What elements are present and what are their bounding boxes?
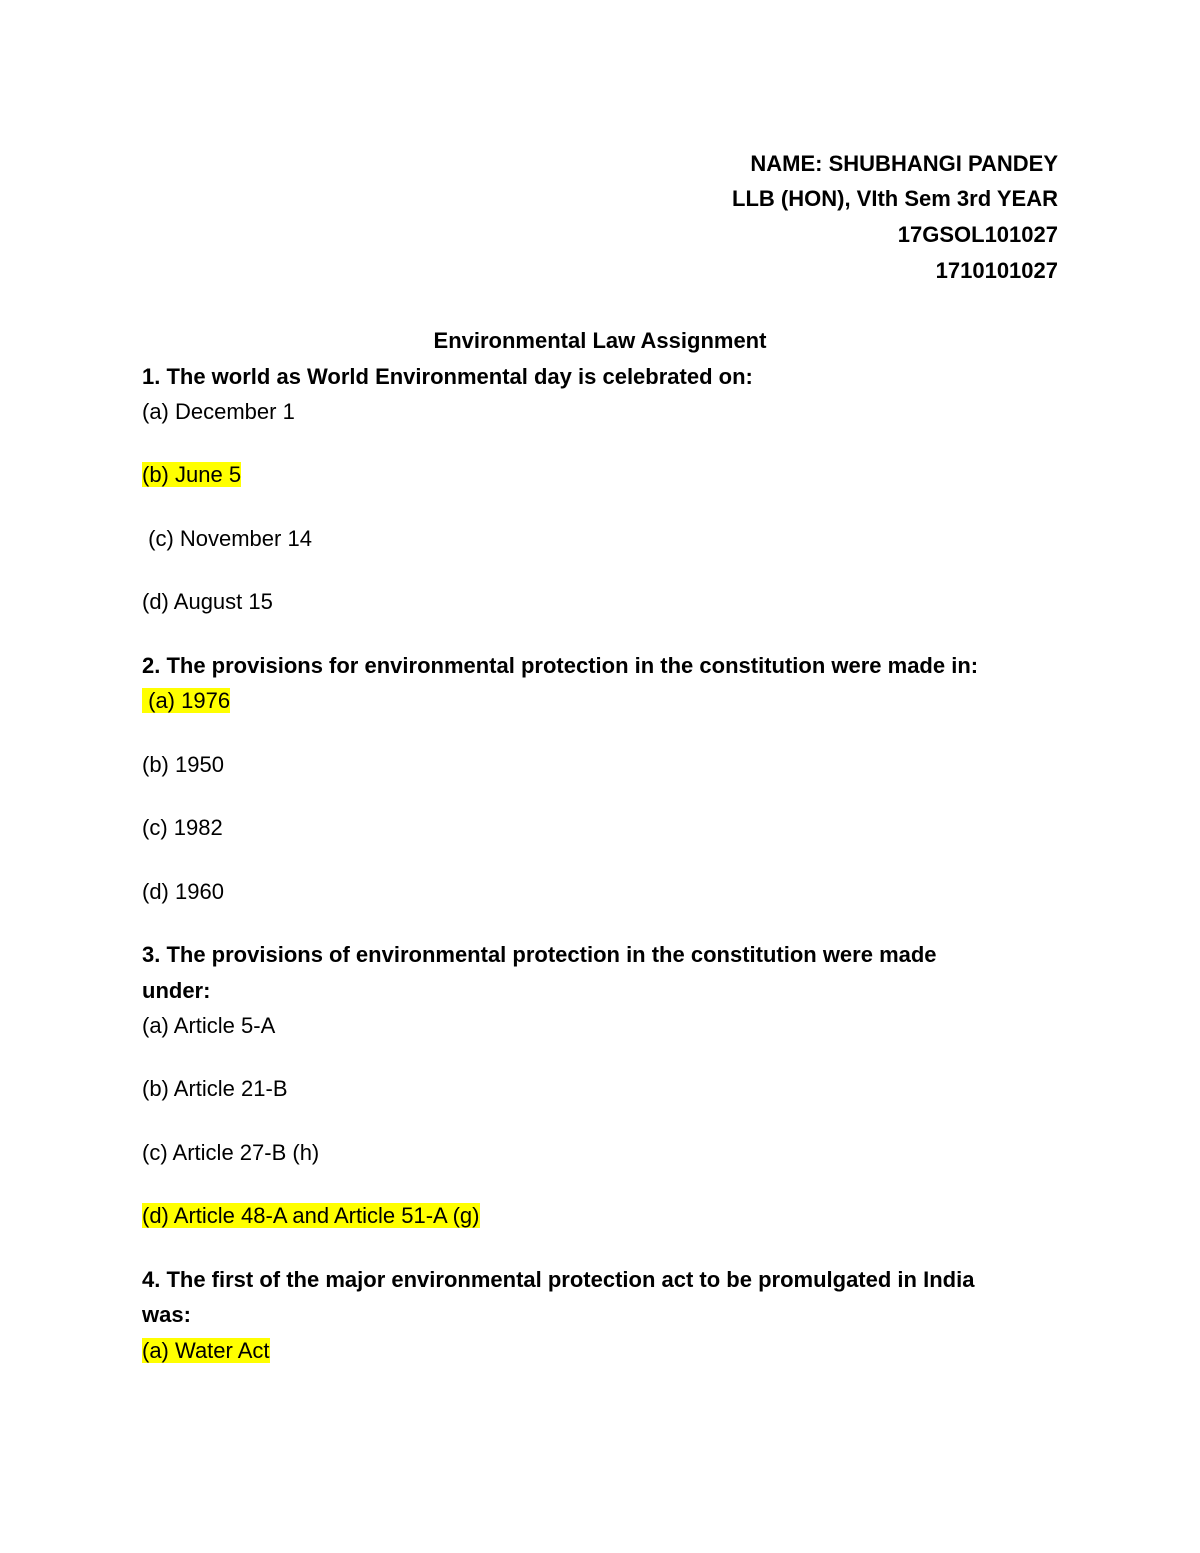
q2-option-d: (d) 1960 (142, 879, 224, 904)
question-4-line-2: was: (142, 1302, 191, 1327)
q1-option-d: (d) August 15 (142, 589, 273, 614)
question-3-line-1: 3. The provisions of environmental protection in the constitution were made (142, 942, 937, 967)
q1-option-b-answer (142, 461, 241, 489)
q2-option-a-answer (142, 687, 230, 715)
q3-option-b: (b) Article 21-B (142, 1076, 288, 1101)
assignment-title: Environmental Law Assignment (433, 328, 767, 353)
q1-option-c: (c) November 14 (142, 526, 312, 551)
question-4-line-1: 4. The first of the major environmental protection act to be promulgated in India (142, 1267, 975, 1292)
q3-option-d-answer (142, 1202, 480, 1230)
question-1: 1. The world as World Environmental day is celebrated on: (142, 364, 753, 389)
student-course: LLB (HON), VIth Sem 3rd YEAR (732, 186, 1058, 211)
answer-highlight: (b) June 5 (142, 462, 242, 487)
answer-highlight: (d) Article 48-A and Article 51-A (g) (142, 1203, 480, 1228)
q2-option-b: (b) 1950 (142, 752, 224, 777)
roll-number: 1710101027 (935, 258, 1058, 283)
enrollment-number: 17GSOL101027 (897, 222, 1058, 247)
student-name: NAME: SHUBHANGI PANDEY (750, 151, 1058, 176)
q2-option-c: (c) 1982 (142, 815, 223, 840)
q3-option-a: (a) Article 5-A (142, 1013, 276, 1038)
answer-highlight (142, 688, 230, 713)
question-2: 2. The provisions for environmental protection in the constitution were made in: (142, 653, 979, 678)
q1-option-a: (a) December 1 (142, 399, 295, 424)
q4-option-a-answer (142, 1337, 270, 1365)
q3-option-c: (c) Article 27-B (h) (142, 1140, 320, 1165)
answer-highlight: (a) Water Act (142, 1338, 270, 1363)
q2-option-a-text: (a) 1976 (148, 688, 231, 713)
question-3-line-2: under: (142, 978, 211, 1003)
